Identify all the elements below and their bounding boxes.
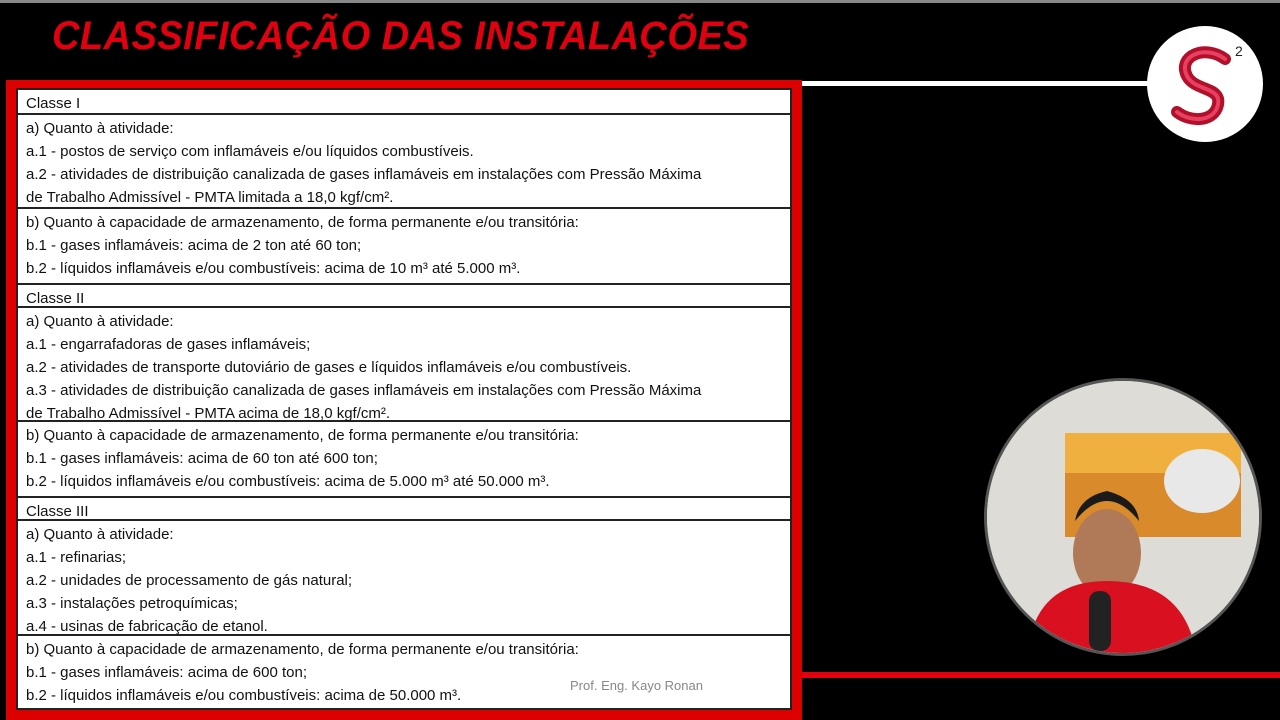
presenter-webcam xyxy=(984,378,1262,656)
divider-line-red xyxy=(800,672,1280,678)
table-row xyxy=(18,636,790,712)
classification-table xyxy=(16,88,792,710)
presenter-video-icon xyxy=(987,381,1262,656)
table-line: b) Quanto à capacidade de armazenamento, de forma permanente e/ou transitória: xyxy=(26,214,579,231)
table-row xyxy=(18,209,790,285)
table-row xyxy=(18,521,790,636)
table-line: a.2 - atividades de transporte dutoviário de gases e líquidos inflamáveis e/ou combustíveis. xyxy=(26,359,632,376)
table-line: a.2 - atividades de distribuição canalizada de gases inflamáveis em instalações com Pressão Máxima xyxy=(26,166,702,183)
table-line: a.3 - instalações petroquímicas; xyxy=(26,595,238,612)
table-row xyxy=(18,115,790,209)
table-line: b.2 - líquidos inflamáveis e/ou combustíveis: acima de 5.000 m³ até 50.000 m³. xyxy=(26,473,550,490)
table-line: a.2 - unidades de processamento de gás natural; xyxy=(26,572,353,589)
top-band xyxy=(0,0,1280,3)
table-class-header xyxy=(18,498,790,521)
table-line: a) Quanto à atividade: xyxy=(26,526,174,543)
table-line: b.1 - gases inflamáveis: acima de 60 ton até 600 ton; xyxy=(26,450,378,467)
table-line: de Trabalho Admissível - PMTA limitada a 18,0 kgf/cm². xyxy=(26,189,394,206)
table-line: Classe III xyxy=(26,503,89,520)
table-line: de Trabalho Admissível - PMTA acima de 18,0 kgf/cm². xyxy=(26,405,391,422)
table-line: a.1 - engarrafadoras de gases inflamáveis; xyxy=(26,336,311,353)
divider-line xyxy=(800,81,1160,86)
slide-title: CLASSIFICAÇÃO DAS INSTALAÇÕES xyxy=(52,14,750,58)
table-class-header xyxy=(18,285,790,308)
table-row xyxy=(18,422,790,498)
table-line: b.1 - gases inflamáveis: acima de 2 ton até 60 ton; xyxy=(26,237,362,254)
table-line: Classe II xyxy=(26,290,85,307)
table-line: b) Quanto à capacidade de armazenamento, de forma permanente e/ou transitória: xyxy=(26,641,579,658)
table-line: a) Quanto à atividade: xyxy=(26,313,174,330)
content-panel xyxy=(6,80,802,720)
table-class-header xyxy=(18,90,790,115)
table-line: b) Quanto à capacidade de armazenamento, de forma permanente e/ou transitória: xyxy=(26,427,579,444)
table-line: a.3 - atividades de distribuição canalizada de gases inflamáveis em instalações com Pressão Máxima xyxy=(26,382,702,399)
logo-icon xyxy=(1155,34,1255,134)
table-line: a.1 - postos de serviço com inflamáveis e/ou líquidos combustíveis. xyxy=(26,143,474,160)
table-line: b.1 - gases inflamáveis: acima de 600 ton; xyxy=(26,664,307,681)
svg-text:2: 2 xyxy=(1235,43,1243,59)
s2-logo xyxy=(1147,26,1263,142)
table-line: a.4 - usinas de fabricação de etanol. xyxy=(26,618,268,635)
table-line: b.2 - líquidos inflamáveis e/ou combustíveis: acima de 50.000 m³. xyxy=(26,687,462,704)
table-line: Classe I xyxy=(26,95,81,112)
table-line: a) Quanto à atividade: xyxy=(26,120,174,137)
table-line: a.1 - refinarias; xyxy=(26,549,127,566)
table-row xyxy=(18,308,790,422)
table-line: b.2 - líquidos inflamáveis e/ou combustíveis: acima de 10 m³ até 5.000 m³. xyxy=(26,260,521,277)
author-credit: Prof. Eng. Kayo Ronan xyxy=(570,678,703,693)
